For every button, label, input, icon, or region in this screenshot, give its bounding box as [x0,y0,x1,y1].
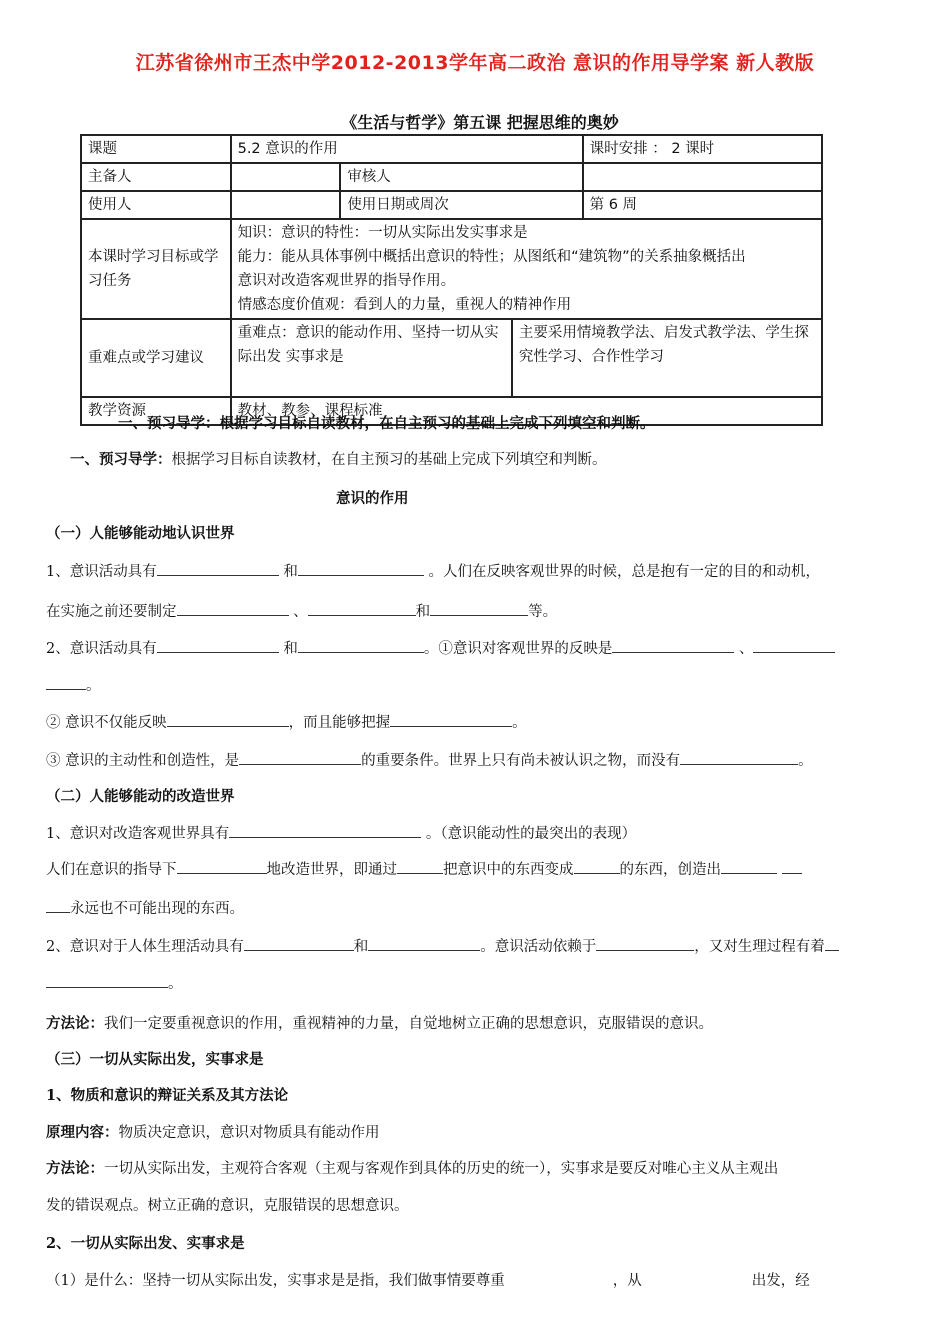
table-row [81,191,822,219]
preview-line: 一、预习导学：根据学习目标自读教材，在自主预习的基础上完成下列填空和判断。 [70,451,607,468]
goal-line: 意识对改造客观世界的指导作用。 [237,273,456,289]
methodology-line: 发的错误观点。树立正确的意识，克服错误的思想意识。 [46,1198,409,1214]
fill-line: 。 [46,674,101,695]
table-cell: 主备人 [81,163,231,191]
principle-line: 原理内容：物质决定意识，意识对物质具有能动作用 [46,1124,380,1141]
table-cell: 教学资源 [81,397,231,425]
preview-guide-scanned: 一、预习导学：根据学习目标自读教材，在自主预习的基础上完成下列填空和判断。 [118,416,655,432]
fill-line: 永远也不可能出现的东西。 [46,897,244,918]
subheading: 1、物质和意识的辩证关系及其方法论 [46,1087,289,1104]
table-cell [231,191,341,219]
table-cell [231,163,341,191]
methodology-line: 方法论：我们一定要重视意识的作用，重视精神的力量，自觉地树立正确的思想意识，克服错误的意识。 [46,1015,713,1032]
table-cell: 5.2 意识的作用 [231,135,583,163]
goal-line: 情感态度价值观：看到人的力量，重视人的精神作用 [237,297,572,313]
table-cell [231,219,822,319]
table-cell: 第 6 周 [583,191,822,219]
table-cell: 审核人 [340,163,582,191]
table-cell: 本课时学习目标或学习任务 [81,219,231,319]
table-row [81,319,822,397]
subheading: 2、一切从实际出发、实事求是 [46,1235,245,1252]
fill-line: ③ 意识的主动性和创造性，是 的重要条件。世界上只有尚未被认识之物，而没有 。 [46,749,813,770]
table-cell: 重难点或学习建议 [81,319,231,397]
goal-line: 能力：能从具体事例中概括出意识的特性；从图纸和“建筑物”的关系抽象概括出 [237,249,746,265]
fill-line: ② 意识不仅能反映 ，而且能够把握 。 [46,711,527,732]
table-cell: 课题 [81,135,231,163]
table-cell: 主要采用情境教学法、启发式教学法、学生探究性学习、合作性学习 [512,319,822,397]
fill-line: 人们在意识的指导下 地改造世界，即通过 把意识中的东西变成 的东西，创造出 [46,858,802,879]
table-cell: 课时安排 ： 2 课时 [583,135,822,163]
table-row [81,135,822,163]
lesson-plan-table [80,134,823,426]
goal-line: 知识：意识的特性：一切从实际出发实事求是 [237,225,528,241]
fill-line: （1）是什么：坚持一切从实际出发，实事求是是指，我们做事情要尊重 ，从 出发，经 [46,1273,810,1289]
table-caption: 《生活与哲学》第五课 把握思维的奥妙 [341,113,619,132]
heading-1: （一）人能够能动地认识世界 [46,525,235,542]
table-cell: 教材、教参、课程标准 [231,397,822,425]
heading-3: （三）一切从实际出发，实事求是 [46,1051,264,1068]
fill-line: 。 [46,972,183,993]
fill-line: 2、意识对于人体生理活动具有 和 。意识活动依赖于 ，又对生理过程有着 [46,935,839,956]
table-row [81,219,822,319]
methodology-line: 方法论：一切从实际出发，主观符合客观（主观与客观作到具体的历史的统一），实事求是要反对唯心主义从主观出 [46,1160,779,1177]
heading-2: （二）人能够能动的改造世界 [46,788,235,805]
table-cell: 使用日期或周次 [340,191,582,219]
fill-line: 在实施之前还要制定 、 和 等。 [46,600,557,621]
section-title: 意识的作用 [336,490,409,507]
table-row [81,163,822,191]
table-cell: 使用人 [81,191,231,219]
table-cell: 重难点：意识的能动作用、坚持一切从实际出发 实事求是 [231,319,512,397]
fill-line: 1、意识活动具有 和 。人们在反映客观世界的时候，总是抱有一定的目的和动机， [46,560,820,581]
fill-line: 1、意识对改造客观世界具有 。（意识能动性的最突出的表现） [46,822,636,843]
page-title: 江苏省徐州市王杰中学2012-2013学年高二政治 意识的作用导学案 新人教版 [135,52,815,74]
fill-line: 2、意识活动具有 和 。①意识对客观世界的反映是 、 [46,637,835,658]
table-cell [583,163,822,191]
